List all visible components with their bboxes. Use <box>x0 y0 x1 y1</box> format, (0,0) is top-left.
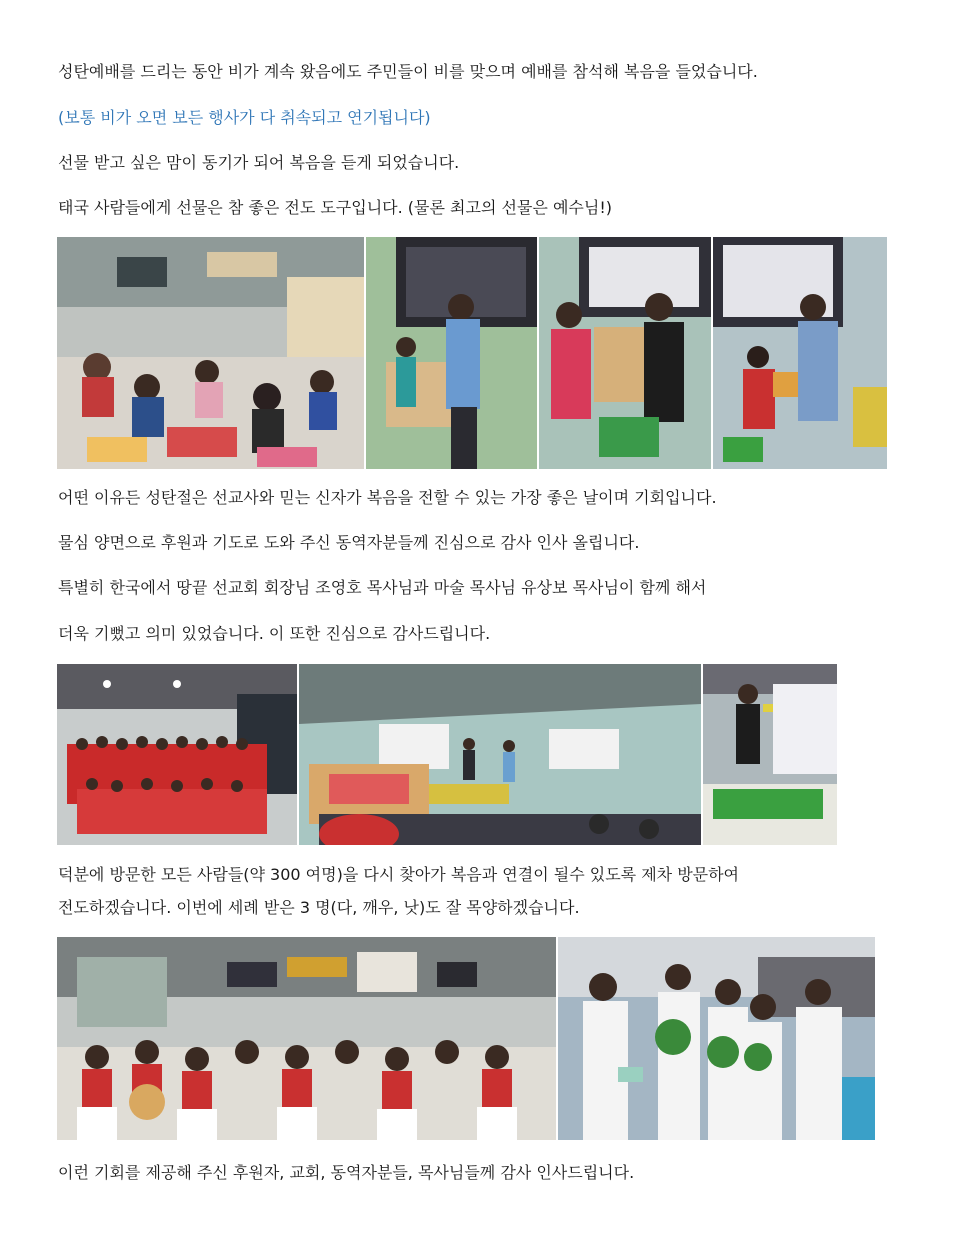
baptism-photo <box>558 937 875 1140</box>
photo-row-1 <box>57 237 887 469</box>
photo-row-3 <box>57 937 875 1140</box>
gift-packing-photo <box>57 237 364 469</box>
paragraph-5: 어떤 이유든 성탄절은 선교사와 믿는 신자가 복음을 전할 수 있는 가장 좋은 날이며 기회입니다. <box>58 488 717 507</box>
paragraph-11: 이런 기회를 제공해 주신 후원자, 교회, 동역자분들, 목사님들께 감사 인사드립니다. <box>58 1163 635 1182</box>
paragraph-1: 성탄예배를 드리는 동안 비가 계속 왔음에도 주민들이 비를 맞으며 예배를 참석해 복음을 들었습니다. <box>58 62 758 81</box>
gift-handout-photo-2 <box>539 237 711 469</box>
photo-row-2 <box>57 664 837 845</box>
gift-handout-photo-1 <box>366 237 537 469</box>
paragraph-8: 더욱 기뻤고 의미 있었습니다. 이 또한 진심으로 감사드립니다. <box>58 624 491 643</box>
paragraph-9: 덕분에 방문한 모든 사람들(약 300 여명)을 다시 찾아가 복음과 연결이 될수 있도록 제차 방문하여 <box>58 865 740 884</box>
worship-service-photo <box>57 937 556 1140</box>
group-photo <box>57 664 297 845</box>
paragraph-3: 선물 받고 싶은 맘이 동기가 되어 복음을 듣게 되었습니다. <box>58 153 460 172</box>
paragraph-10: 전도하겠습니다. 이번에 세례 받은 3 명(다, 깨우, 낫)도 잘 목양하겠습니다. <box>58 898 580 917</box>
paragraph-4: 태국 사람들에게 선물은 참 좋은 전도 도구입니다. (물론 최고의 선물은 예수님!) <box>58 198 612 217</box>
paragraph-6: 물심 양면으로 후원과 기도로 도와 주신 동역자분들께 진심으로 감사 인사 올립니다. <box>58 533 640 552</box>
gift-handout-photo-3 <box>713 237 887 469</box>
magic-show-photo <box>703 664 837 845</box>
paragraph-2-note: (보통 비가 오면 보든 행사가 다 취속되고 연기됩니다) <box>58 108 431 127</box>
paragraph-7: 특별히 한국에서 땅끝 선교회 회장님 조영호 목사님과 마술 목사님 유상보 목사님이 함께 해서 <box>58 578 707 597</box>
hall-stage-photo <box>299 664 701 845</box>
